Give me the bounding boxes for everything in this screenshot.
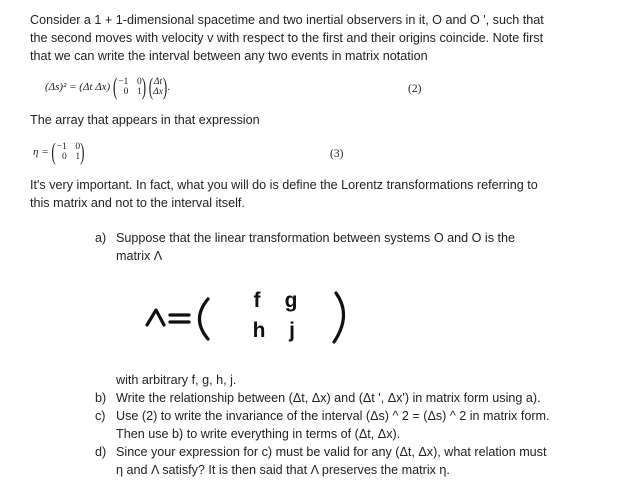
eq2-vector-open-paren: ( [148, 72, 154, 101]
important-line-1: It's very important. In fact, what you will do is define the Lorentz transformations referring to [30, 178, 538, 192]
handwritten-open-paren [200, 299, 209, 339]
eq2-m21: 0 [123, 87, 129, 98]
question-b-label: b) [95, 391, 107, 405]
intro-line-1: Consider a 1 + 1-dimensional spacetime and two inertial observers in it, O and O ', such that [30, 13, 544, 27]
array-text: The array that appears in that expression [30, 113, 260, 127]
eq2-matrix-open-paren: ( [112, 72, 118, 101]
equation-3 [33, 133, 84, 171]
question-a [95, 229, 595, 265]
eq2-vector-close-paren: ) [162, 72, 168, 101]
question-c-line-2: Then use b) to write everything in terms of (Δt, Δx). [116, 427, 401, 441]
eq2-vector [153, 77, 163, 97]
eq3-number: (3) [330, 148, 344, 160]
eq3-matrix-close-paren: ) [80, 137, 85, 166]
handwritten-entry-h: h [252, 319, 266, 342]
question-d-line-2: η and Λ satisfy? It is then said that Λ preserves the matrix η. [116, 463, 450, 477]
eq3-m21: 0 [61, 152, 67, 163]
eq2-tail: . [167, 81, 171, 93]
eq2-m22: 1 [136, 87, 142, 98]
eq3-lhs: η = [33, 146, 49, 158]
question-list [95, 229, 595, 265]
question-a-after [95, 371, 595, 389]
eq2-matrix-close-paren: ) [141, 72, 147, 101]
intro-line-3: that we can write the interval between any two events in matrix notation [30, 49, 428, 63]
handwritten-entry-f: f [253, 289, 261, 312]
eq3-m22: 1 [75, 152, 81, 163]
eq2-lhs: (Δs)² = (Δt Δx) [45, 81, 111, 93]
eq3-m12: 0 [75, 142, 81, 153]
handwritten-lambda [147, 310, 164, 325]
question-a-line-2: matrix Λ [116, 249, 163, 263]
eq2-matrix [117, 77, 141, 97]
eq2-m12: 0 [136, 77, 142, 88]
eq2-v2: Δx [153, 87, 163, 98]
question-a-label: a) [95, 231, 107, 245]
handwritten-lambda-matrix [145, 281, 345, 345]
question-list-continued [95, 371, 595, 479]
question-d [95, 443, 595, 479]
important-paragraph [30, 176, 590, 212]
eq3-m11: −1 [56, 142, 67, 153]
handwritten-equals [170, 315, 189, 322]
question-c [95, 407, 595, 443]
eq2-m11: −1 [118, 77, 129, 88]
eq3-matrix-open-paren: ( [51, 137, 56, 166]
question-b-text: Write the relationship between (Δt, Δx) and (Δt ', Δx') in matrix form using a). [116, 391, 541, 405]
handwritten-close-paren [334, 293, 344, 342]
question-b [95, 389, 595, 407]
handwritten-entry-g: g [284, 289, 298, 312]
question-d-label: d) [95, 445, 107, 459]
eq2-v1: Δt [153, 77, 163, 88]
handwritten-entry-j: j [289, 319, 295, 342]
question-c-label: c) [95, 409, 106, 423]
eq3-matrix [56, 142, 80, 162]
question-a-line-1: Suppose that the linear transformation between systems O and O is the [116, 231, 516, 245]
eq2-number: (2) [408, 83, 422, 95]
intro-line-2: the second moves with velocity v with respect to the first and their origins coincide. Note first [30, 31, 544, 45]
question-d-line-1: Since your expression for c) must be valid for any (Δt, Δx), what relation must [116, 445, 547, 459]
question-a-after-text: with arbitrary f, g, h, j. [116, 373, 237, 387]
important-line-2: this matrix and not to the interval itself. [30, 196, 245, 210]
equation-2 [45, 68, 170, 106]
question-c-line-1: Use (2) to write the invariance of the interval (Δs) ^ 2 = (Δs) ^ 2 in matrix form. [116, 409, 550, 423]
